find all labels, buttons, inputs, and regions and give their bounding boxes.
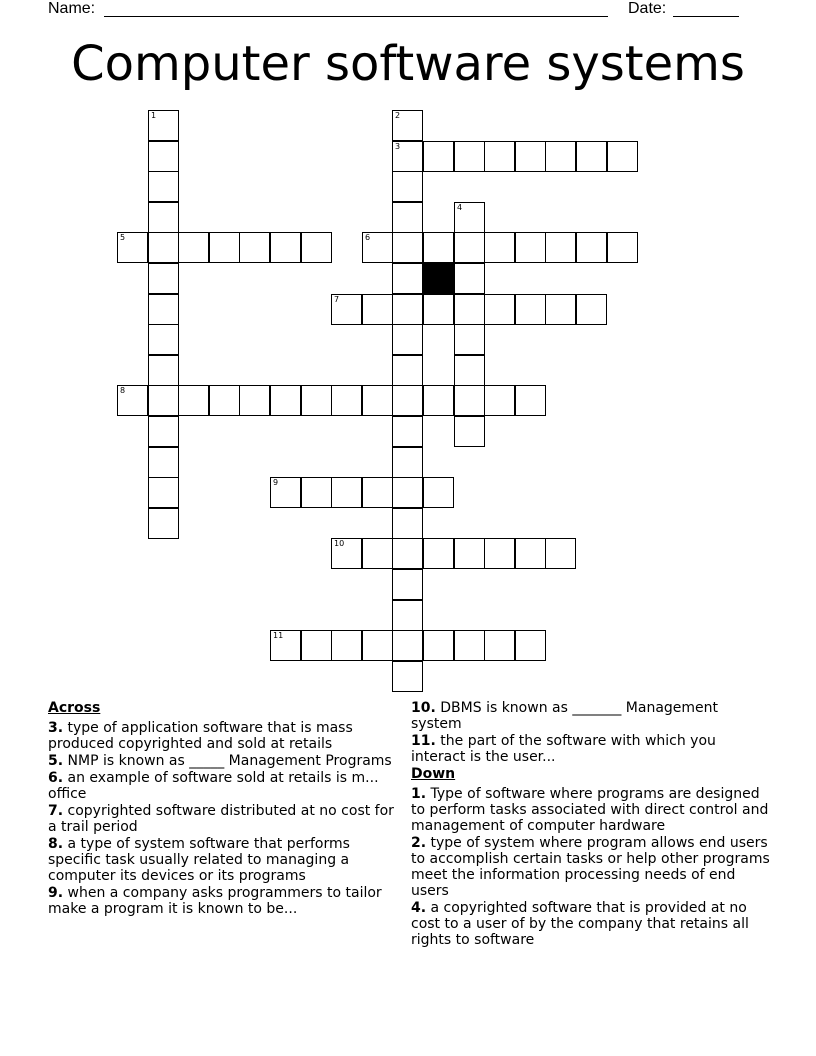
crossword-cell[interactable]: [576, 141, 607, 172]
crossword-cell[interactable]: [454, 416, 485, 447]
crossword-cell[interactable]: [454, 355, 485, 386]
clue-across-8: [48, 836, 398, 884]
crossword-cell[interactable]: [392, 324, 423, 355]
clue-number-label: 2: [395, 111, 401, 120]
clue-text: NMP is known as _____ Management Programs: [67, 753, 392, 769]
clue-number: 2.: [411, 835, 427, 851]
across-heading: Across: [48, 700, 101, 716]
crossword-cell[interactable]: [392, 477, 423, 508]
crossword-cell[interactable]: [362, 232, 393, 263]
clue-down-1: [411, 786, 773, 834]
clue-number: 8.: [48, 836, 64, 852]
crossword-cell[interactable]: [392, 294, 423, 325]
crossword-cell[interactable]: [148, 294, 179, 325]
crossword-cell[interactable]: [392, 447, 423, 478]
crossword-cell[interactable]: [148, 355, 179, 386]
crossword-cell[interactable]: [392, 263, 423, 294]
crossword-cell[interactable]: [239, 385, 270, 416]
clue-number: 6.: [48, 770, 64, 786]
crossword-cell[interactable]: [392, 661, 423, 692]
clue-number: 5.: [48, 753, 64, 769]
crossword-cell[interactable]: [484, 141, 515, 172]
crossword-cell[interactable]: [515, 141, 546, 172]
crossword-cell[interactable]: [392, 355, 423, 386]
crossword-cell[interactable]: [148, 508, 179, 539]
crossword-cell[interactable]: [148, 171, 179, 202]
crossword-cell[interactable]: [454, 630, 485, 661]
crossword-cell[interactable]: [392, 171, 423, 202]
clue-text: type of application software that is mass produced copyrighted and sold at retails: [48, 720, 353, 752]
crossword-cell[interactable]: [423, 141, 454, 172]
clue-down-4: [411, 900, 773, 948]
crossword-cell[interactable]: [576, 232, 607, 263]
crossword-cell[interactable]: [362, 294, 393, 325]
crossword-cell[interactable]: [392, 385, 423, 416]
clues-column-left: [48, 700, 398, 918]
clues-section: [0, 700, 816, 1000]
clue-number: 7.: [48, 803, 64, 819]
crossword-cell[interactable]: [148, 263, 179, 294]
clue-number: 9.: [48, 885, 64, 901]
clue-down-2: [411, 835, 773, 899]
clue-text: a copyrighted software that is provided at no cost to a user of by the company that retains all rights to software: [411, 900, 749, 948]
clue-number: 10.: [411, 700, 436, 716]
crossword-cell[interactable]: [392, 508, 423, 539]
crossword-cell[interactable]: [392, 416, 423, 447]
crossword-cell[interactable]: [392, 110, 423, 141]
crossword-cell[interactable]: [362, 538, 393, 569]
clue-number-label: 1: [151, 111, 157, 120]
crossword-cell[interactable]: [362, 477, 393, 508]
crossword-cell[interactable]: [331, 477, 362, 508]
crossword-cell[interactable]: [270, 232, 301, 263]
crossword-cell[interactable]: [270, 385, 301, 416]
clue-number-label: 7: [334, 295, 340, 304]
clue-text: copyrighted software distributed at no cost for a trail period: [48, 803, 394, 835]
name-label: Name:: [48, 0, 96, 17]
crossword-cell[interactable]: [423, 538, 454, 569]
clue-number-label: 8: [120, 386, 126, 395]
crossword-cell[interactable]: [270, 630, 301, 661]
crossword-cell[interactable]: [607, 232, 638, 263]
crossword-cell[interactable]: [148, 385, 179, 416]
clue-text: DBMS is known as _______ Management system: [411, 700, 719, 732]
crossword-cell[interactable]: [331, 385, 362, 416]
crossword-cell[interactable]: [148, 141, 179, 172]
clue-number-label: 9: [273, 478, 279, 487]
crossword-cell[interactable]: [576, 294, 607, 325]
crossword-cell[interactable]: [545, 141, 576, 172]
crossword-cell[interactable]: [331, 630, 362, 661]
crossword-cell[interactable]: [178, 232, 209, 263]
clue-number: 1.: [411, 786, 427, 802]
crossword-cell[interactable]: [209, 385, 240, 416]
crossword-cell[interactable]: [392, 569, 423, 600]
crossword-cell[interactable]: [392, 141, 423, 172]
crossword-cell[interactable]: [484, 294, 515, 325]
crossword-cell[interactable]: [392, 600, 423, 631]
crossword-cell[interactable]: [270, 477, 301, 508]
crossword-cell[interactable]: [423, 232, 454, 263]
crossword-cell[interactable]: [239, 232, 270, 263]
crossword-cell[interactable]: [454, 385, 485, 416]
crossword-cell[interactable]: [454, 538, 485, 569]
crossword-cell[interactable]: [423, 294, 454, 325]
crossword-cell[interactable]: [545, 232, 576, 263]
clue-text: a type of system software that performs specific task usually related to managing a computer its devices or its programs: [48, 836, 350, 884]
crossword-cell[interactable]: [484, 385, 515, 416]
clue-text: the part of the software with which you interact is the user...: [411, 733, 716, 765]
crossword-cell[interactable]: [545, 538, 576, 569]
crossword-cell[interactable]: [454, 294, 485, 325]
crossword-cell[interactable]: [148, 447, 179, 478]
crossword-cell[interactable]: [484, 630, 515, 661]
crossword-cell[interactable]: [362, 385, 393, 416]
crossword-cell[interactable]: [117, 232, 148, 263]
crossword-cell[interactable]: [423, 630, 454, 661]
page-title: Computer software systems: [71, 36, 745, 92]
clue-across-5: [48, 753, 398, 769]
clue-across-6: [48, 770, 398, 802]
crossword-cell[interactable]: [392, 232, 423, 263]
crossword-cell[interactable]: [117, 385, 148, 416]
clue-number: 11.: [411, 733, 436, 749]
crossword-cell[interactable]: [362, 630, 393, 661]
crossword-cell[interactable]: [607, 141, 638, 172]
clue-text: Type of software where programs are designed to perform tasks associated with direct control and management of computer hardware: [411, 786, 769, 834]
clue-across-11: [411, 733, 773, 765]
crossword-cell[interactable]: [392, 202, 423, 233]
clues-column-right: [411, 700, 773, 949]
crossword-cell[interactable]: [454, 141, 485, 172]
clue-number-label: 6: [365, 233, 371, 242]
crossword-cell[interactable]: [515, 232, 546, 263]
crossword-cell[interactable]: [484, 538, 515, 569]
crossword-cell[interactable]: [209, 232, 240, 263]
crossword-cell[interactable]: [301, 232, 332, 263]
crossword-cell[interactable]: [331, 538, 362, 569]
clue-text: when a company asks programmers to tailor make a program it is known to be...: [48, 885, 382, 917]
clue-across-3: [48, 720, 398, 752]
crossword-cell[interactable]: [545, 294, 576, 325]
crossword-cell[interactable]: [331, 294, 362, 325]
crossword-cell[interactable]: [454, 202, 485, 233]
clue-text: type of system where program allows end users to accomplish certain tasks or help other programs meet the information processing needs of end users: [411, 835, 770, 899]
clue-number: 3.: [48, 720, 64, 736]
crossword-cell[interactable]: [148, 202, 179, 233]
crossword-cell[interactable]: [301, 385, 332, 416]
crossword-cell[interactable]: [423, 477, 454, 508]
crossword-cell[interactable]: [148, 110, 179, 141]
crossword-cell[interactable]: [454, 263, 485, 294]
clue-number-label: 10: [334, 539, 345, 548]
clue-number: 4.: [411, 900, 427, 916]
clue-number-label: 5: [120, 233, 126, 242]
crossword-cell[interactable]: [178, 385, 209, 416]
crossword-cell[interactable]: [515, 630, 546, 661]
crossword-cell[interactable]: [301, 630, 332, 661]
crossword-cell[interactable]: [392, 630, 423, 661]
crossword-cell[interactable]: [392, 538, 423, 569]
crossword-cell[interactable]: [515, 538, 546, 569]
crossword-cell[interactable]: [454, 232, 485, 263]
crossword-cell[interactable]: [454, 324, 485, 355]
crossword-cell[interactable]: [148, 232, 179, 263]
crossword-cell[interactable]: [301, 477, 332, 508]
clue-number-label: 4: [457, 203, 463, 212]
crossword-black-cell: [423, 263, 454, 294]
clue-number-label: 3: [395, 142, 401, 151]
date-label: Date:: [628, 0, 667, 17]
clue-number-label: 11: [273, 631, 284, 640]
clue-across-7: [48, 803, 398, 835]
crossword-cell[interactable]: [484, 232, 515, 263]
clue-text: an example of software sold at retails is m... office: [48, 770, 379, 802]
clue-across-9: [48, 885, 398, 917]
crossword-cell[interactable]: [148, 477, 179, 508]
crossword-cell[interactable]: [423, 385, 454, 416]
down-heading: Down: [411, 766, 456, 782]
crossword-cell[interactable]: [515, 294, 546, 325]
crossword-cell[interactable]: [148, 416, 179, 447]
crossword-cell[interactable]: [148, 324, 179, 355]
crossword-cell[interactable]: [515, 385, 546, 416]
clue-across-10: [411, 700, 773, 732]
